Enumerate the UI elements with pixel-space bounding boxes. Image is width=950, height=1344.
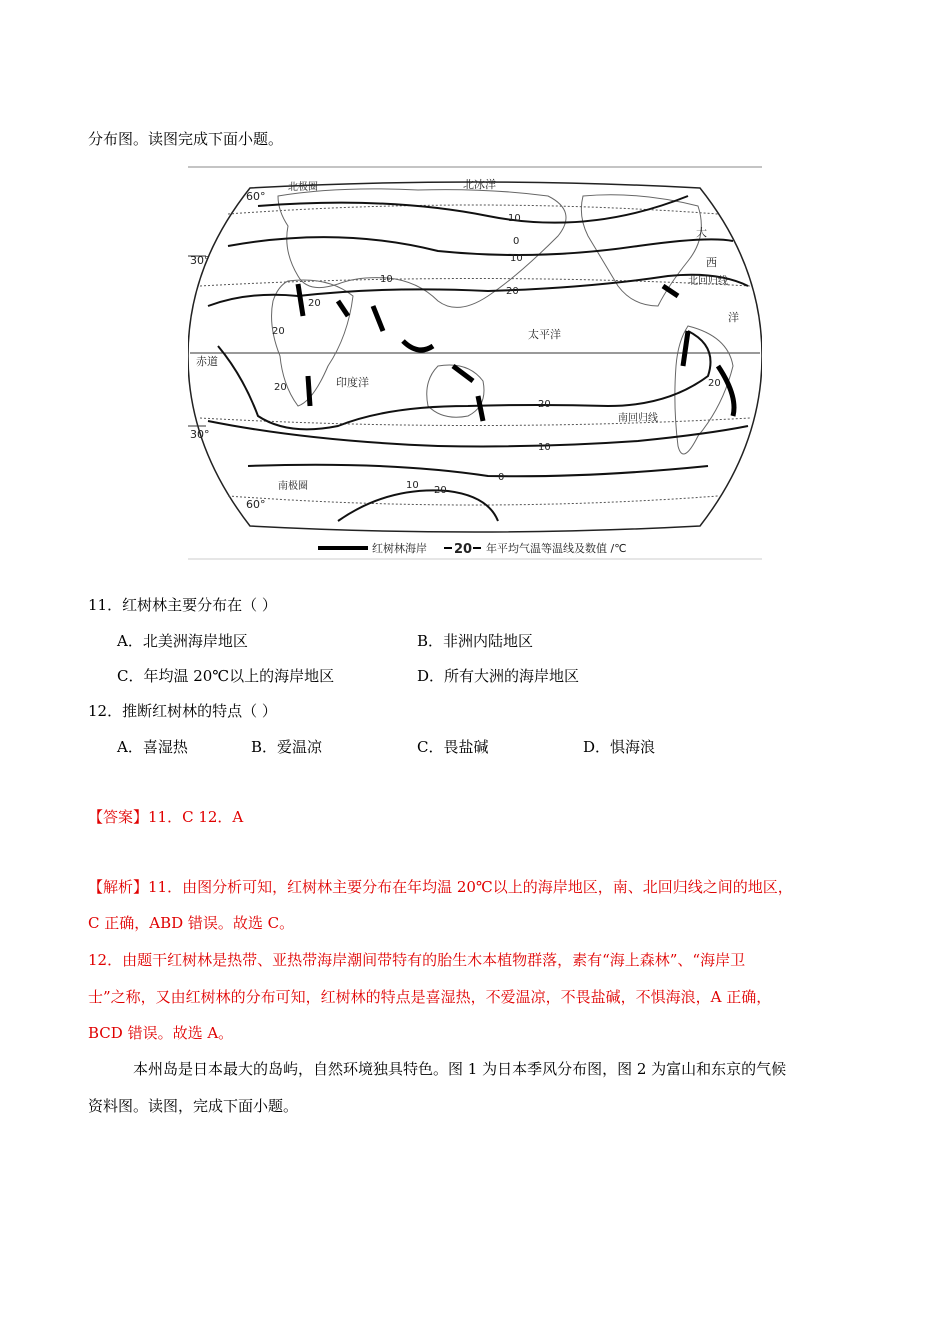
- map-outline: [188, 182, 762, 532]
- mangrove-coast: [338, 301, 348, 316]
- analysis-line-2: C 正确，ABD 错误。故选 C。: [88, 914, 295, 932]
- mangrove-coast: [663, 286, 678, 296]
- intro-text: 分布图。读图完成下面小题。: [88, 130, 284, 148]
- mangrove-coast: [298, 284, 303, 316]
- analysis-line-4: 士”之称，又由红树林的分布可知，红树林的特点是喜湿热，不爱温凉，不畏盐碱，不惧海浪，A 正确，: [88, 988, 772, 1006]
- label-arctic-circle: 北极圈: [288, 182, 318, 193]
- iso-label-10-asia: 10: [380, 274, 393, 285]
- analysis-tag: 【解析】: [88, 878, 149, 896]
- analysis-line-3: 12．由题干红树林是热带、亚热带海岸潮间带特有的胎生木本植物群落，素有“海上森林”、“海岸卫: [88, 951, 746, 969]
- isotherm-10-south: [208, 421, 748, 446]
- q12-option-c: C．畏盐碱: [417, 738, 489, 756]
- q12-option-a: A．喜湿热: [117, 738, 188, 756]
- q12-option-d: D．惧海浪: [583, 738, 656, 756]
- iso-label-20-africa3: 20: [274, 382, 287, 393]
- iso-label-20-antarctic: 20: [434, 485, 447, 496]
- next-intro-line-2: 资料图。读图，完成下面小题。: [88, 1097, 299, 1115]
- answer-line: [88, 806, 243, 828]
- legend-mangrove-label: 红树林海岸: [372, 542, 427, 555]
- q11-stem: 11．红树林主要分布在（ ）: [88, 596, 277, 614]
- q11-option-c: C．年均温 20℃以上的海岸地区: [117, 667, 335, 685]
- label-indian: 印度洋: [336, 376, 369, 389]
- label-lat-30n: 30°: [190, 254, 210, 267]
- iso-label-20-africa1: 20: [308, 298, 321, 309]
- iso-label-10-north1: 10: [508, 213, 521, 224]
- iso-label-10-antarctic: 10: [406, 480, 419, 491]
- label-equator: 赤道: [196, 355, 218, 368]
- australia-outline: [427, 365, 484, 417]
- isotherm-0-north: [258, 196, 688, 223]
- next-intro-line-1: 本州岛是日本最大的岛屿，自然环境独具特色。图 1 为日本季风分布图，图 2 为富山和东京的气候: [133, 1060, 787, 1078]
- isotherm-10-north: [228, 237, 733, 255]
- map-svg: [188, 166, 762, 560]
- legend-iso-value: 20: [454, 542, 473, 557]
- mangrove-coast: [718, 366, 734, 416]
- iso-label-20-south-america: 20: [708, 378, 721, 389]
- label-atlantic-1: 大: [696, 226, 707, 239]
- label-atlantic-3: 洋: [728, 311, 739, 324]
- mangrove-coast: [308, 376, 310, 406]
- q12-option-b: B．爱温凉: [251, 738, 323, 756]
- q12-stem: 12．推断红树林的特点（ ）: [88, 702, 277, 720]
- tropic-capricorn-line: [200, 418, 750, 426]
- q11-option-d: D．所有大洲的海岸地区: [417, 667, 580, 685]
- label-lat-30s: 30°: [190, 428, 210, 441]
- isotherm-0-south: [248, 465, 708, 477]
- analysis-text-1: 11．由图分析可知，红树林主要分布在年均温 20℃以上的海岸地区，南、北回归线之间的地区，: [148, 878, 793, 896]
- label-arctic-ocean: 北冰洋: [463, 178, 496, 191]
- label-pacific: 太平洋: [528, 328, 561, 341]
- analysis-line-1: [88, 876, 793, 898]
- iso-label-0-south: 0: [498, 472, 505, 483]
- iso-label-10-north2: 10: [510, 253, 523, 264]
- mangrove-isotherm-map: [188, 166, 762, 560]
- mangrove-coast: [453, 366, 473, 381]
- isotherm-10-antarctic: [338, 490, 498, 521]
- label-lat-60s: 60°: [246, 498, 266, 511]
- answer-tag: 【答案】: [88, 808, 149, 826]
- iso-label-0-north: 0: [513, 236, 520, 247]
- analysis-line-5: BCD 错误。故选 A。: [88, 1024, 234, 1042]
- q11-option-b: B．非洲内陆地区: [417, 632, 534, 650]
- label-tropic-capricorn: 南回归线: [618, 413, 658, 424]
- mangrove-coast: [683, 331, 688, 366]
- legend-iso-label: 年平均气温等温线及数值 /℃: [486, 542, 627, 555]
- answer-text: 11．C 12．A: [148, 808, 244, 826]
- iso-label-20-south: 20: [538, 399, 551, 410]
- iso-label-10-south: 10: [538, 442, 551, 453]
- label-atlantic-2: 西: [706, 256, 717, 269]
- q11-option-a: A．北美洲海岸地区: [117, 632, 248, 650]
- iso-label-20-north: 20: [506, 286, 519, 297]
- mangrove-coast: [403, 341, 433, 350]
- label-lat-60n: 60°: [246, 190, 266, 203]
- label-tropic-cancer: 北回归线: [688, 276, 728, 287]
- mangrove-coast: [373, 306, 383, 331]
- iso-label-20-africa2: 20: [272, 326, 285, 337]
- label-antarctic-circle: 南极圈: [278, 481, 308, 492]
